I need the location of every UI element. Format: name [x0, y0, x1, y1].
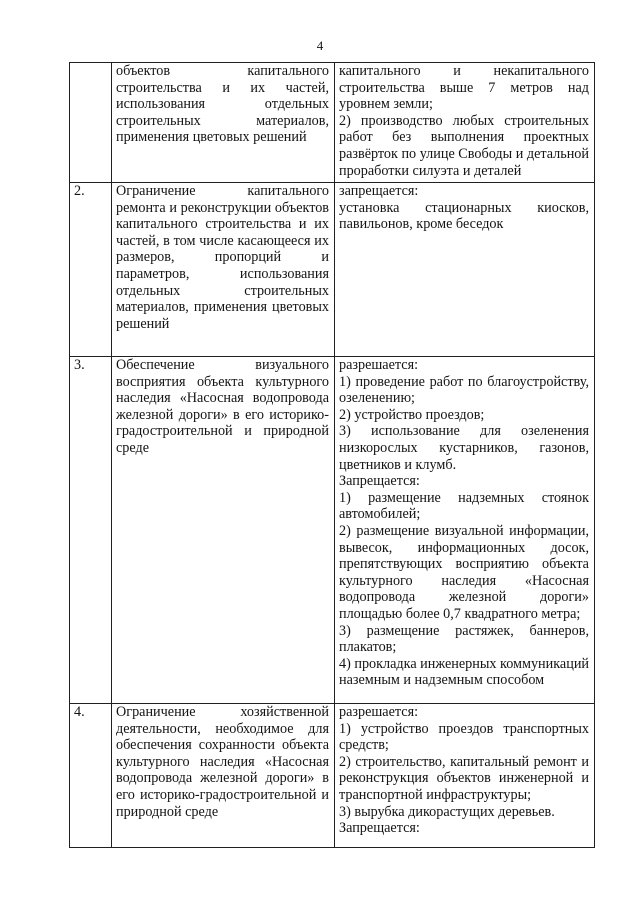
row-number: 4. — [70, 704, 112, 848]
regime-line: 3) использование для озеленения низкорослых кустарников, газонов, цветников и клумб. — [339, 423, 589, 473]
regime-line: 1) проведение работ по благоустройству, озеленению; — [339, 373, 589, 407]
row-description: Ограничение хозяйственной деятельности, необходимое для обеспечения сохранности объекта культурного наследия «Насосная водопровода железной дороги» в его историко-градостроительной и природной среде — [112, 704, 335, 848]
table-row — [70, 357, 595, 704]
regime-line: запрещается: — [339, 183, 419, 199]
row-number: 3. — [70, 357, 112, 704]
row-regime — [335, 183, 595, 357]
row-number: 2. — [70, 183, 112, 357]
regime-line: 4) прокладка инженерных коммуникаций наземным и надземным способом — [339, 655, 589, 689]
row-regime — [335, 63, 595, 183]
row-regime — [335, 704, 595, 848]
regime-line: 3) вырубка дикорастущих деревьев. — [339, 803, 555, 820]
regime-line: Запрещается: — [339, 473, 420, 490]
regime-line: 2) производство любых строительных работ без выполнения проектных развёрток по улице Свободы и детальной проработки силуэта и деталей — [339, 112, 589, 179]
regime-line: разрешается: — [339, 357, 419, 373]
regime-line: 2) устройство проездов; — [339, 406, 485, 423]
regime-line: 1) устройство проездов транспортных средств; — [339, 720, 589, 754]
regime-line: 2) размещение визуальной информации, вывесок, информационных досок, препятствующих восприятию объекта культурного наследия «Насосная водопровода железной дороги» площадью более 0,7 квадратного метра; — [339, 522, 589, 622]
table-row — [70, 704, 595, 848]
page-number: 4 — [316, 38, 324, 53]
regime-line: установка стационарных киосков, павильонов, кроме беседок — [339, 199, 589, 233]
regime-line: 1) размещение надземных стоянок автомобилей; — [339, 489, 589, 523]
regime-line: капитального и некапитального строительства выше 7 метров над уровнем земли; — [339, 63, 589, 113]
row-number — [70, 63, 112, 183]
table-row — [70, 183, 595, 357]
regime-line: 3) размещение растяжек, баннеров, плакатов; — [339, 622, 589, 656]
row-description: Ограничение капитального ремонта и реконструкции объектов капитального строительства и их частей, в том числе касающееся их размеров, пропорций и параметров, использования отдельных строительных материалов, применения цветовых решений — [112, 183, 335, 357]
table-row — [70, 63, 595, 183]
regime-line: разрешается: — [339, 704, 419, 720]
regulations-table — [69, 62, 595, 848]
row-description: объектов капитального строительства и их частей, использования отдельных строительных материалов, применения цветовых решений — [112, 63, 335, 183]
regime-line: 2) строительство, капитальный ремонт и реконструкция объектов инженерной и транспортной инфраструктуры; — [339, 753, 589, 803]
row-regime — [335, 357, 595, 704]
regime-line: Запрещается: — [339, 820, 420, 837]
row-description: Обеспечение визуального восприятия объекта культурного наследия «Насосная водопровода железной дороги» в его историко-градостроительной и природной среде — [112, 357, 335, 704]
